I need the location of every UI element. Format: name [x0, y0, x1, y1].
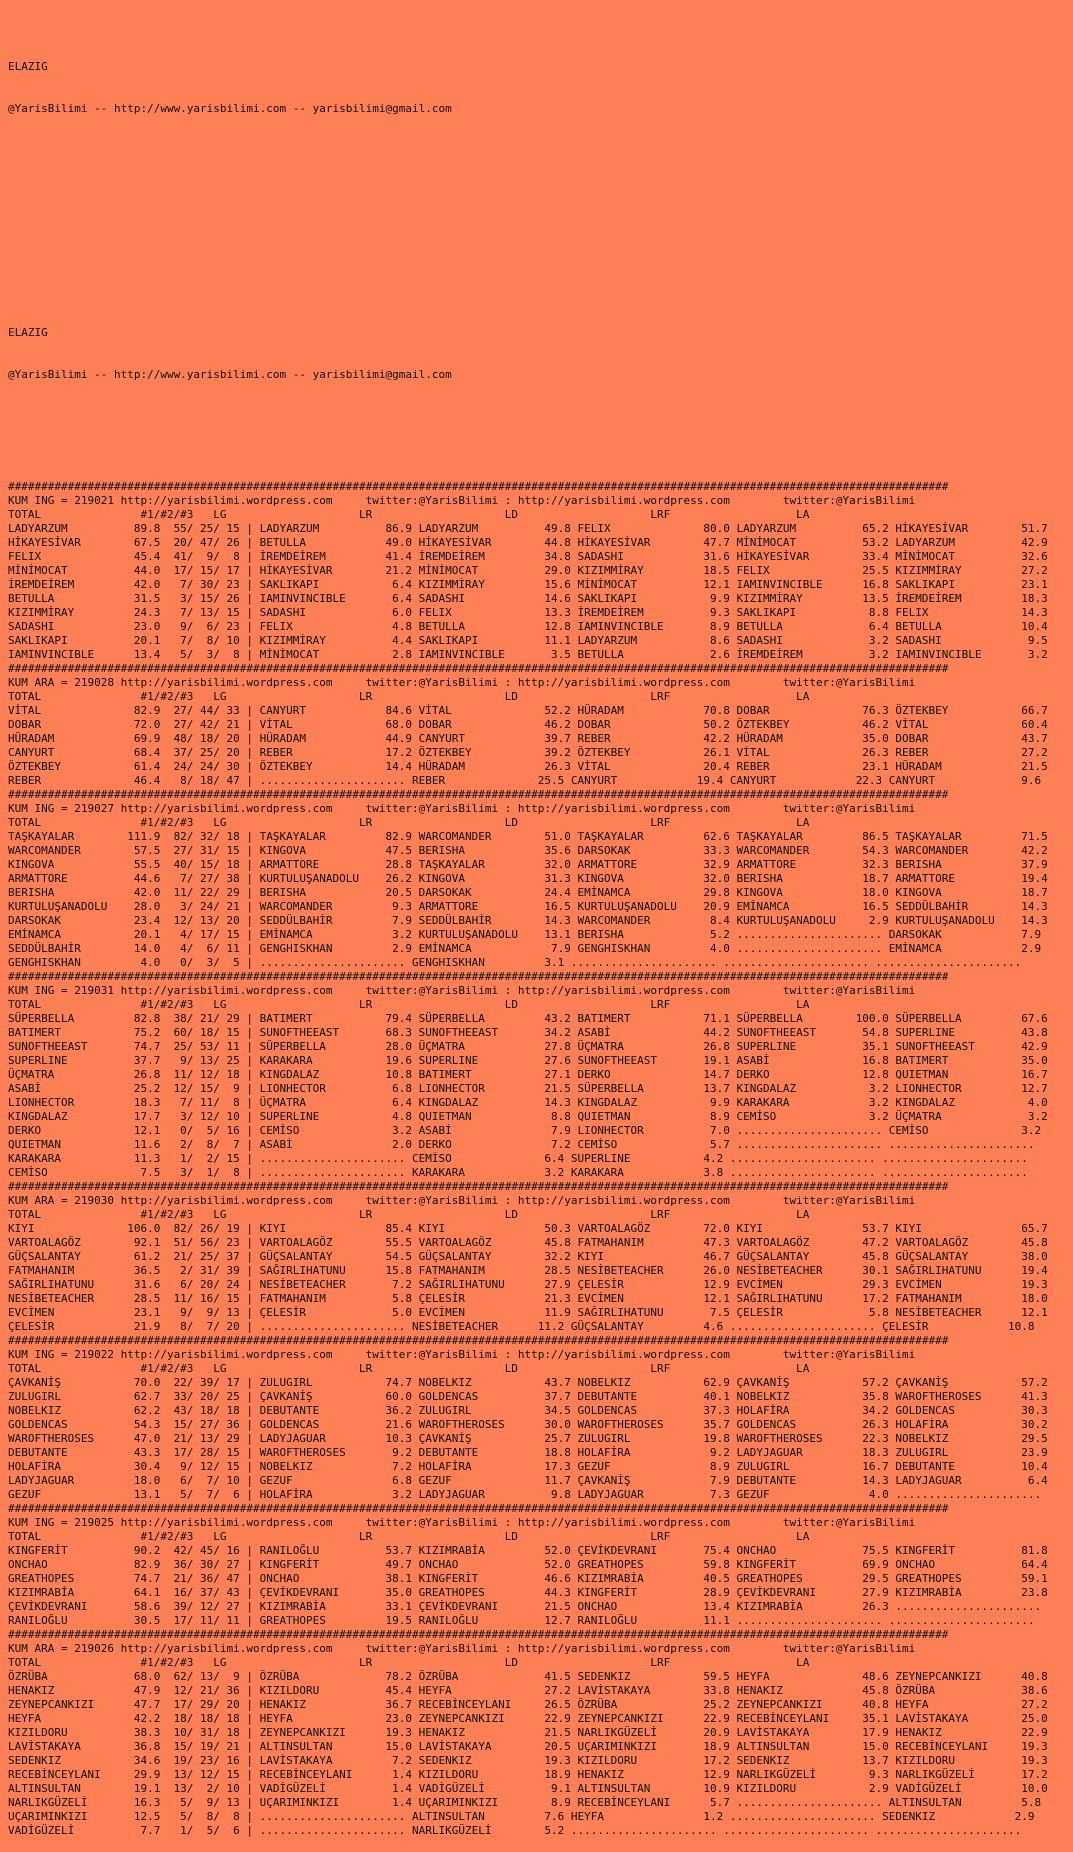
result-row: ÇAVKANİŞ 70.0 22/ 39/ 17 | ZULUGIRL 74.7 NOBELKIZ 43.7 NOBELKIZ 62.9 ÇAVKANİŞ 57.2 ÇAVKANİŞ 57.2 [8, 1376, 1048, 1389]
race-header: KUM ING = 219031 http://yarisbilimi.wordpress.com twitter:@YarisBilimi : http://yarisbilimi.wordpress.com twitter:@YarisBilimi [8, 984, 916, 997]
column-header: TOTAL #1/#2/#3 LG LR LD LRF LA [8, 998, 810, 1011]
result-row: KIZIMMİRAY 24.3 7/ 13/ 15 | SADASHI 6.0 FELIX 13.3 İREMDEİREM 9.3 SAKLIKAPI 8.8 FELIX 14.3 [8, 606, 1048, 619]
result-row: GENGHISKHAN 4.0 0/ 3/ 5 | ...................... GENGHISKHAN 3.1 ...................... ...................... ...................... [8, 956, 1022, 969]
hash-separator: ############################################################################################################################################## [8, 1334, 949, 1347]
result-row: SADASHI 23.0 9/ 6/ 23 | FELIX 4.8 BETULLA 12.8 IAMINVINCIBLE 8.9 BETULLA 6.4 BETULLA 10.4 [8, 620, 1048, 633]
result-row: ALTINSULTAN 19.1 13/ 2/ 10 | VADİGÜZELİ 1.4 VADİGÜZELİ 9.1 ALTINSULTAN 10.9 KIZILDORU 2.9 VADİGÜZELİ 10.0 [8, 1782, 1048, 1795]
race-header: KUM ING = 219021 http://yarisbilimi.wordpress.com twitter:@YarisBilimi : http://yarisbilimi.wordpress.com twitter:@YarisBilimi [8, 494, 916, 507]
result-row: LIONHECTOR 18.3 7/ 11/ 8 | ÜÇMATRA 6.4 KINGDALAZ 14.3 KINGDALAZ 9.9 KARAKARA 3.2 KINGDALAZ 4.0 [8, 1096, 1048, 1109]
result-row: ASABİ 25.2 12/ 15/ 9 | LIONHECTOR 6.8 LIONHECTOR 21.5 SÜPERBELLA 13.7 KINGDALAZ 3.2 LIONHECTOR 12.7 [8, 1082, 1048, 1095]
hash-separator: ############################################################################################################################################## [8, 1180, 949, 1193]
result-row: SEDDÜLBAHİR 14.0 4/ 6/ 11 | GENGHISKHAN 2.9 EMİNAMCA 7.9 GENGHISKHAN 4.0 ...................... EMİNAMCA 2.9 [8, 942, 1042, 955]
column-header: TOTAL #1/#2/#3 LG LR LD LRF LA [8, 1362, 810, 1375]
race-header: KUM ARA = 219026 http://yarisbilimi.wordpress.com twitter:@YarisBilimi : http://yarisbilimi.wordpress.com twitter:@YarisBilimi [8, 1642, 916, 1655]
result-row: SEDENKIZ 34.6 19/ 23/ 16 | LAVİSTAKAYA 7.2 SEDENKIZ 19.3 KIZILDORU 17.2 SEDENKIZ 13.7 KIZILDORU 19.3 [8, 1754, 1048, 1767]
race-section [8, 970, 1073, 1180]
header-contact: @YarisBilimi -- http://www.yarisbilimi.com -- yarisbilimi@gmail.com [8, 102, 452, 115]
result-row: KINGDALAZ 17.7 3/ 12/ 10 | SUPERLINE 4.8 QUIETMAN 8.8 QUIETMAN 8.9 CEMİSO 3.2 ÜÇMATRA 3.2 [8, 1110, 1048, 1123]
result-row: KINGFERİT 90.2 42/ 45/ 16 | RANILOĞLU 53.7 KIZIMRABİA 52.0 ÇEVİKDEVRANI 75.4 ONCHAO 75.5 KINGFERİT 81.8 [8, 1544, 1048, 1557]
result-row: ÜÇMATRA 26.8 11/ 12/ 18 | KINGDALAZ 10.8 BATIMERT 27.1 DERKO 14.7 DERKO 12.8 QUIETMAN 16.7 [8, 1068, 1048, 1081]
race-sections [8, 480, 1073, 1838]
result-row: NARLIKGÜZELİ 16.3 5/ 9/ 13 | UÇARIMINKIZI 1.4 UÇARIMINKIZI 8.9 RECEBİNCEYLANI 5.7 ...................... ALTINSULTAN 5.8 [8, 1796, 1042, 1809]
result-row: DOBAR 72.0 27/ 42/ 21 | VİTAL 68.0 DOBAR 46.2 DOBAR 50.2 ÖZTEKBEY 46.2 VİTAL 60.4 [8, 718, 1048, 731]
result-row: DERKO 12.1 0/ 5/ 16 | CEMİSO 3.2 ASABİ 7.9 LIONHECTOR 7.0 ...................... CEMİSO 3.2 [8, 1124, 1042, 1137]
result-row: HENAKIZ 47.9 12/ 21/ 36 | KIZILDORU 45.4 HEYFA 27.2 LAVİSTAKAYA 33.8 HENAKIZ 45.8 ÖZRÜBA 38.6 [8, 1684, 1048, 1697]
result-row: İREMDEİREM 42.0 7/ 30/ 23 | SAKLIKAPI 6.4 KIZIMMİRAY 15.6 MİNİMOCAT 12.1 IAMINVINCIBLE 16.8 SAKLIKAPI 23.1 [8, 578, 1048, 591]
result-row: KURTULUŞANADOLU 28.0 3/ 24/ 21 | WARCOMANDER 9.3 ARMATTORE 16.5 KURTULUŞANADOLU 20.9 EMİNAMCA 16.5 SEDDÜLBAHİR 14.3 [8, 900, 1048, 913]
hash-separator: ############################################################################################################################################## [8, 970, 949, 983]
hash-separator: ############################################################################################################################################## [8, 1628, 949, 1641]
race-section [8, 1180, 1073, 1334]
hash-separator: ############################################################################################################################################## [8, 662, 949, 675]
blank-line [8, 438, 1073, 452]
result-row: HOLAFİRA 30.4 9/ 12/ 15 | NOBELKIZ 7.2 HOLAFİRA 17.3 GEZUF 8.9 ZULUGIRL 16.7 DEBUTANTE 10.4 [8, 1460, 1048, 1473]
result-row: EVCİMEN 23.1 9/ 9/ 13 | ÇELESİR 5.0 EVCİMEN 11.9 SAĞIRLIHATUNU 7.5 ÇELESİR 5.8 NESİBETEACHER 12.1 [8, 1306, 1048, 1319]
result-row: VADİGÜZELİ 7.7 1/ 5/ 6 | ...................... NARLIKGÜZELİ 5.2 ...................... ...................... ...................... [8, 1824, 1022, 1837]
result-row: RECEBİNCEYLANI 29.9 13/ 12/ 15 | RECEBİNCEYLANI 1.4 KIZILDORU 18.9 HENAKIZ 12.9 NARLIKGÜZELİ 9.3 NARLIKGÜZELİ 17.2 [8, 1768, 1048, 1781]
result-row: TAŞKAYALAR 111.9 82/ 32/ 18 | TAŞKAYALAR 82.9 WARCOMANDER 51.0 TAŞKAYALAR 62.6 TAŞKAYALAR 86.5 TAŞKAYALAR 71.5 [8, 830, 1048, 843]
result-row: SAĞIRLIHATUNU 31.6 6/ 20/ 24 | NESİBETEACHER 7.2 SAĞIRLIHATUNU 27.9 ÇELESİR 12.9 EVCİMEN 29.3 EVCİMEN 19.3 [8, 1278, 1048, 1291]
result-row: KIZIMRABİA 64.1 16/ 37/ 43 | ÇEVİKDEVRANI 35.0 GREATHOPES 44.3 KINGFERİT 28.9 ÇEVİKDEVRANI 27.9 KIZIMRABİA 23.8 [8, 1586, 1048, 1599]
result-row: WARCOMANDER 57.5 27/ 31/ 15 | KINGOVA 47.5 BERISHA 35.6 DARSOKAK 33.3 WARCOMANDER 54.3 WARCOMANDER 42.2 [8, 844, 1048, 857]
result-row: KINGOVA 55.5 40/ 15/ 18 | ARMATTORE 28.8 TAŞKAYALAR 32.0 ARMATTORE 32.9 ARMATTORE 32.3 BERISHA 37.9 [8, 858, 1048, 871]
column-header: TOTAL #1/#2/#3 LG LR LD LRF LA [8, 508, 810, 521]
race-header: KUM ING = 219022 http://yarisbilimi.wordpress.com twitter:@YarisBilimi : http://yarisbilimi.wordpress.com twitter:@YarisBilimi [8, 1348, 916, 1361]
race-section [8, 1628, 1073, 1838]
result-row: DARSOKAK 23.4 12/ 13/ 20 | SEDDÜLBAHİR 7.9 SEDDÜLBAHİR 14.3 WARCOMANDER 8.4 KURTULUŞANADOLU 2.9 KURTULUŞANADOLU 14.3 [8, 914, 1048, 927]
result-row: BATIMERT 75.2 60/ 18/ 15 | SUNOFTHEEAST 68.3 SUNOFTHEEAST 34.2 ASABİ 44.2 SUNOFTHEEAST 54.8 SUPERLINE 43.8 [8, 1026, 1048, 1039]
result-row: BETULLA 31.5 3/ 15/ 26 | IAMINVINCIBLE 6.4 SADASHI 14.6 SAKLIKAPI 9.9 KIZIMMİRAY 13.5 İREMDEİREM 18.3 [8, 592, 1048, 605]
result-row: SUPERLINE 37.7 9/ 13/ 25 | KARAKARA 19.6 SUPERLINE 27.6 SUNOFTHEEAST 19.1 ASABİ 16.8 BATIMERT 35.0 [8, 1054, 1048, 1067]
hash-separator: ############################################################################################################################################## [8, 480, 949, 493]
result-row: WAROFTHEROSES 47.0 21/ 13/ 29 | LADYJAGUAR 10.3 ÇAVKANİŞ 25.7 ZULUGIRL 19.8 WAROFTHEROSES 22.3 NOBELKIZ 29.5 [8, 1432, 1048, 1445]
result-row: RANILOĞLU 30.5 17/ 11/ 11 | GREATHOPES 19.5 RANILOĞLU 12.7 RANILOĞLU 11.1 ...................... ...................... [8, 1614, 1035, 1627]
result-row: QUIETMAN 11.6 2/ 8/ 7 | ASABİ 2.0 DERKO 7.2 CEMİSO 5.7 ...................... ...................... [8, 1138, 1035, 1151]
result-row: ÖZRÜBA 68.0 62/ 13/ 9 | ÖZRÜBA 78.2 ÖZRÜBA 41.5 SEDENKIZ 59.5 HEYFA 48.6 ZEYNEPCANKIZI 40.8 [8, 1670, 1048, 1683]
result-row: KARAKARA 11.3 1/ 2/ 15 | ...................... CEMİSO 6.4 SUPERLINE 4.2 ...................... ...................... [8, 1152, 1028, 1165]
hash-separator: ############################################################################################################################################## [8, 1502, 949, 1515]
race-header: KUM ING = 219027 http://yarisbilimi.wordpress.com twitter:@YarisBilimi : http://yarisbilimi.wordpress.com twitter:@YarisBilimi [8, 802, 916, 815]
blank-line [8, 256, 1073, 270]
header-city: ELAZIG [8, 60, 48, 73]
result-row: VARTOALAGÖZ 92.1 51/ 56/ 23 | VARTOALAGÖZ 55.5 VARTOALAGÖZ 45.8 FATMAHANIM 47.3 VARTOALAGÖZ 47.2 VARTOALAGÖZ 45.8 [8, 1236, 1048, 1249]
header-contact: @YarisBilimi -- http://www.yarisbilimi.com -- yarisbilimi@gmail.com [8, 368, 452, 381]
result-row: ÇEVİKDEVRANI 58.6 39/ 12/ 27 | KIZIMRABİA 33.1 ÇEVİKDEVRANI 21.5 ONCHAO 13.4 KIZIMRABİA 26.3 ...................... [8, 1600, 1042, 1613]
hash-separator: ############################################################################################################################################## [8, 788, 949, 801]
result-row: KIZILDORU 38.3 10/ 31/ 18 | ZEYNEPCANKIZI 19.3 HENAKIZ 21.5 NARLIKGÜZELİ 20.9 LAVİSTAKAYA 17.9 HENAKIZ 22.9 [8, 1726, 1048, 1739]
result-row: SUNOFTHEEAST 74.7 25/ 53/ 11 | SÜPERBELLA 28.0 ÜÇMATRA 27.8 ÜÇMATRA 26.8 SUPERLINE 35.1 SUNOFTHEEAST 42.9 [8, 1040, 1048, 1053]
header-block-1 [8, 32, 1073, 144]
result-row: SAKLIKAPI 20.1 7/ 8/ 10 | KIZIMMİRAY 4.4 SAKLIKAPI 11.1 LADYARZUM 8.6 SADASHI 3.2 SADASHI 9.5 [8, 634, 1048, 647]
result-row: GEZUF 13.1 5/ 7/ 6 | HOLAFİRA 3.2 LADYJAGUAR 9.8 LADYJAGUAR 7.3 GEZUF 4.0 ...................... [8, 1488, 1042, 1501]
result-row: CEMİSO 7.5 3/ 1/ 8 | ...................... KARAKARA 3.2 KARAKARA 3.8 ...................... ...................... [8, 1166, 1028, 1179]
race-section [8, 480, 1073, 662]
result-row: FATMAHANIM 36.5 2/ 31/ 39 | SAĞIRLIHATUNU 15.8 FATMAHANIM 28.5 NESİBETEACHER 26.0 NESİBETEACHER 30.1 SAĞIRLIHATUNU 19.4 [8, 1264, 1048, 1277]
result-row: ARMATTORE 44.6 7/ 27/ 38 | KURTULUŞANADOLU 26.2 KINGOVA 31.3 KINGOVA 32.0 BERISHA 18.7 ARMATTORE 19.4 [8, 872, 1048, 885]
result-row: NESİBETEACHER 28.5 11/ 16/ 15 | FATMAHANIM 5.8 ÇELESİR 21.3 EVCİMEN 12.1 SAĞIRLIHATUNU 17.2 FATMAHANIM 18.0 [8, 1292, 1048, 1305]
result-row: FELIX 45.4 41/ 9/ 8 | İREMDEİREM 41.4 İREMDEİREM 34.8 SADASHI 31.6 HİKAYESİVAR 33.4 MİNİMOCAT 32.6 [8, 550, 1048, 563]
result-row: GÜÇSALANTAY 61.2 21/ 25/ 37 | GÜÇSALANTAY 54.5 GÜÇSALANTAY 32.2 KIYI 46.7 GÜÇSALANTAY 45.8 GÜÇSALANTAY 38.0 [8, 1250, 1048, 1263]
result-row: KIYI 106.0 82/ 26/ 19 | KIYI 85.4 KIYI 50.3 VARTOALAGÖZ 72.0 KIYI 53.7 KIYI 65.7 [8, 1222, 1048, 1235]
result-row: VİTAL 82.9 27/ 44/ 33 | CANYURT 84.6 VİTAL 52.2 HÜRADAM 70.8 DOBAR 76.3 ÖZTEKBEY 66.7 [8, 704, 1048, 717]
blank-line [8, 172, 1073, 186]
result-row: BERISHA 42.0 11/ 22/ 29 | BERISHA 20.5 DARSOKAK 24.4 EMİNAMCA 29.8 KINGOVA 18.0 KINGOVA 18.7 [8, 886, 1048, 899]
result-row: ZULUGIRL 62.7 33/ 20/ 25 | ÇAVKANİŞ 60.0 GOLDENCAS 37.7 DEBUTANTE 40.1 NOBELKIZ 35.8 WAROFTHEROSES 41.3 [8, 1390, 1048, 1403]
result-row: ONCHAO 82.9 36/ 30/ 27 | KINGFERİT 49.7 ONCHAO 52.0 GREATHOPES 59.8 KINGFERİT 69.9 ONCHAO 64.4 [8, 1558, 1048, 1571]
result-row: HEYFA 42.2 18/ 18/ 18 | HEYFA 23.0 ZEYNEPCANKIZI 22.9 ZEYNEPCANKIZI 22.9 RECEBİNCEYLANI 35.1 LAVİSTAKAYA 25.0 [8, 1712, 1048, 1725]
result-row: UÇARIMINKIZI 12.5 5/ 8/ 8 | ...................... ALTINSULTAN 7.6 HEYFA 1.2 ...................... SEDENKIZ 2.9 [8, 1810, 1035, 1823]
column-header: TOTAL #1/#2/#3 LG LR LD LRF LA [8, 1208, 810, 1221]
header-city: ELAZIG [8, 326, 48, 339]
race-section [8, 1334, 1073, 1502]
column-header: TOTAL #1/#2/#3 LG LR LD LRF LA [8, 690, 810, 703]
result-row: IAMINVINCIBLE 13.4 5/ 3/ 8 | MİNİMOCAT 2.8 IAMINVINCIBLE 3.5 BETULLA 2.6 İREMDEİREM 3.2 IAMINVINCIBLE 3.2 [8, 648, 1048, 661]
result-row: LADYJAGUAR 18.0 6/ 7/ 10 | GEZUF 6.8 GEZUF 11.7 ÇAVKANİŞ 7.9 DEBUTANTE 14.3 LADYJAGUAR 6.4 [8, 1474, 1048, 1487]
result-row: DEBUTANTE 43.3 17/ 28/ 15 | WAROFTHEROSES 9.2 DEBUTANTE 18.8 HOLAFİRA 9.2 LADYJAGUAR 18.3 ZULUGIRL 23.9 [8, 1446, 1048, 1459]
race-section [8, 788, 1073, 970]
race-header: KUM ARA = 219030 http://yarisbilimi.wordpress.com twitter:@YarisBilimi : http://yarisbilimi.wordpress.com twitter:@YarisBilimi [8, 1194, 916, 1207]
result-row: ÇELESİR 21.9 8/ 7/ 20 | ...................... NESİBETEACHER 11.2 GÜÇSALANTAY 4.6 ...................... ÇELESİR 10.8 [8, 1320, 1035, 1333]
race-section [8, 1502, 1073, 1628]
result-row: EMİNAMCA 20.1 4/ 17/ 15 | EMİNAMCA 3.2 KURTULUŞANADOLU 13.1 BERISHA 5.2 ...................... DARSOKAK 7.9 [8, 928, 1042, 941]
result-row: HÜRADAM 69.9 48/ 18/ 20 | HÜRADAM 44.9 CANYURT 39.7 REBER 42.2 HÜRADAM 35.0 DOBAR 43.7 [8, 732, 1048, 745]
result-row: HİKAYESİVAR 67.5 20/ 47/ 26 | BETULLA 49.0 HİKAYESİVAR 44.8 HİKAYESİVAR 47.7 MİNİMOCAT 53.2 LADYARZUM 42.9 [8, 536, 1048, 549]
column-header: TOTAL #1/#2/#3 LG LR LD LRF LA [8, 1530, 810, 1543]
header-block-2 [8, 298, 1073, 410]
result-row: MİNİMOCAT 44.0 17/ 15/ 17 | HİKAYESİVAR 21.2 MİNİMOCAT 29.0 KIZIMMİRAY 18.5 FELIX 25.5 KIZIMMİRAY 27.2 [8, 564, 1048, 577]
result-row: CANYURT 68.4 37/ 25/ 20 | REBER 17.2 ÖZTEKBEY 39.2 ÖZTEKBEY 26.1 VİTAL 26.3 REBER 27.2 [8, 746, 1048, 759]
result-row: GREATHOPES 74.7 21/ 36/ 47 | ONCHAO 38.1 KINGFERİT 46.6 KIZIMRABİA 40.5 GREATHOPES 29.5 GREATHOPES 59.1 [8, 1572, 1048, 1585]
result-row: LADYARZUM 89.8 55/ 25/ 15 | LADYARZUM 86.9 LADYARZUM 49.8 FELIX 80.0 LADYARZUM 65.2 HİKAYESİVAR 51.7 [8, 522, 1048, 535]
race-header: KUM ING = 219025 http://yarisbilimi.wordpress.com twitter:@YarisBilimi : http://yarisbilimi.wordpress.com twitter:@YarisBilimi [8, 1516, 916, 1529]
column-header: TOTAL #1/#2/#3 LG LR LD LRF LA [8, 816, 810, 829]
result-row: SÜPERBELLA 82.8 38/ 21/ 29 | BATIMERT 79.4 SÜPERBELLA 43.2 BATIMERT 71.1 SÜPERBELLA 100.0 SÜPERBELLA 67.6 [8, 1012, 1048, 1025]
result-row: LAVİSTAKAYA 36.8 15/ 19/ 21 | ALTINSULTAN 15.0 LAVİSTAKAYA 20.5 UÇARIMINKIZI 18.9 ALTINSULTAN 15.0 RECEBİNCEYLANI 19.3 [8, 1740, 1048, 1753]
blank-line [8, 214, 1073, 228]
race-header: KUM ARA = 219028 http://yarisbilimi.wordpress.com twitter:@YarisBilimi : http://yarisbilimi.wordpress.com twitter:@YarisBilimi [8, 676, 916, 689]
result-row: REBER 46.4 8/ 18/ 47 | ...................... REBER 25.5 CANYURT 19.4 CANYURT 22.3 CANYURT 9.6 [8, 774, 1042, 787]
result-row: GOLDENCAS 54.3 15/ 27/ 36 | GOLDENCAS 21.6 WAROFTHEROSES 30.0 WAROFTHEROSES 35.7 GOLDENCAS 26.3 HOLAFİRA 30.2 [8, 1418, 1048, 1431]
result-row: ÖZTEKBEY 61.4 24/ 24/ 30 | ÖZTEKBEY 14.4 HÜRADAM 26.3 VİTAL 20.4 REBER 23.1 HÜRADAM 21.5 [8, 760, 1048, 773]
column-header: TOTAL #1/#2/#3 LG LR LD LRF LA [8, 1656, 810, 1669]
result-row: NOBELKIZ 62.2 43/ 18/ 18 | DEBUTANTE 36.2 ZULUGIRL 34.5 GOLDENCAS 37.3 HOLAFİRA 34.2 GOLDENCAS 30.3 [8, 1404, 1048, 1417]
race-section [8, 662, 1073, 788]
result-row: ZEYNEPCANKIZI 47.7 17/ 29/ 20 | HENAKIZ 36.7 RECEBİNCEYLANI 26.5 ÖZRÜBA 25.2 ZEYNEPCANKIZI 40.8 HEYFA 27.2 [8, 1698, 1048, 1711]
